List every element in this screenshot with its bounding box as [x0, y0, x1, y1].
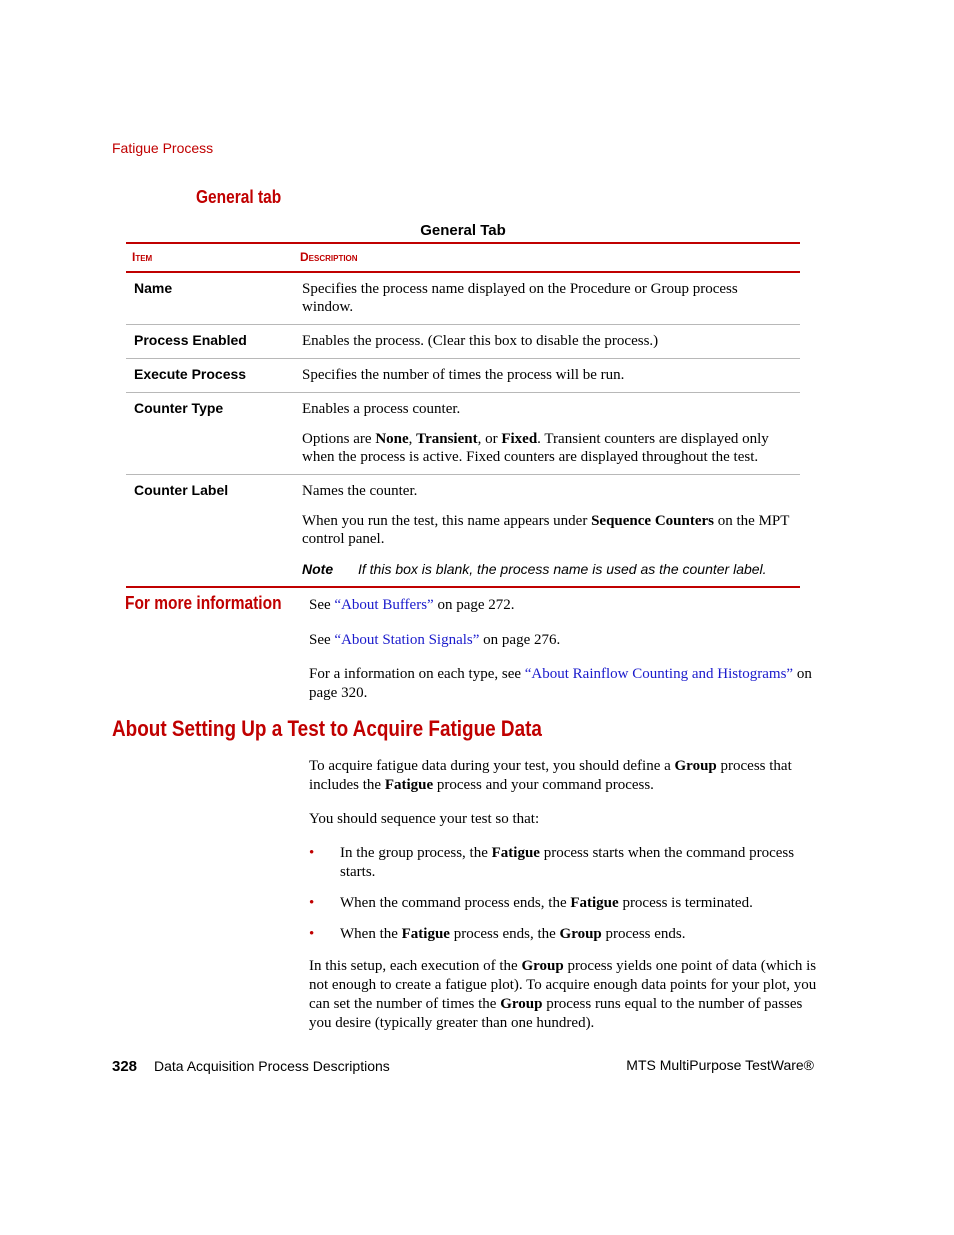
row-item-counter-type: Counter Type — [126, 393, 294, 475]
column-header-description: Description — [294, 243, 800, 272]
more-info-heading: For more information — [125, 593, 282, 613]
row-description — [294, 475, 800, 588]
description-detail: When you run the test, this name appears under Sequence Counters on the MPT control panel. — [302, 513, 790, 547]
table-row — [126, 393, 800, 475]
row-item-process-enabled: Process Enabled — [126, 325, 294, 359]
table-header-row — [126, 243, 800, 272]
more-info-item: See “About Buffers” on page 272. — [309, 597, 515, 613]
row-item-name: Name — [126, 272, 294, 325]
note-label: Note — [302, 561, 334, 577]
description-options: Options are None, Transient, or Fixed. Transient counters are displayed only when the process is active. Fixed counters are displayed throughout the test. — [302, 431, 769, 465]
row-item-execute-process: Execute Process — [126, 359, 294, 393]
row-item-counter-label: Counter Label — [126, 475, 294, 588]
table-row — [126, 325, 800, 359]
table-row — [126, 359, 800, 393]
link-about-rainflow[interactable]: “About Rainflow Counting and Histograms” — [524, 666, 794, 682]
link-about-station-signals[interactable]: “About Station Signals” — [334, 632, 480, 648]
row-description — [294, 325, 800, 359]
page-number: 328 — [112, 1058, 138, 1075]
bullet-item: • In the group process, the Fatigue process starts when the command process starts. — [309, 845, 795, 880]
more-info-item: For a information on each type, see “About Rainflow Counting and Histograms” on page 320. — [309, 666, 812, 701]
setup-paragraph: In this setup, each execution of the Group process yields one point of data (which is not enough to create a fatigue plot). To acquire enough data points for your plot, you can set the number of times the Group process runs equal to the number of passes you desire (typically greater than one hundred). — [309, 958, 817, 1031]
row-description — [294, 359, 800, 393]
bullet-icon: • — [309, 845, 315, 861]
intro-paragraph: To acquire fatigue data during your test, you should define a Group process that includes the Fatigue process and your command process. — [309, 758, 792, 793]
table-title: General Tab — [420, 222, 506, 239]
description-text: Enables the process. (Clear this box to disable the process.) — [302, 333, 659, 349]
table-row — [126, 475, 800, 588]
footer-chapter: Data Acquisition Process Descriptions — [154, 1058, 390, 1074]
section-heading: About Setting Up a Test to Acquire Fatigue Data — [112, 716, 542, 741]
row-description — [294, 393, 800, 475]
description-text: Specifies the process name displayed on the Procedure or Group process window. — [302, 281, 738, 315]
column-header-item: Item — [126, 243, 294, 272]
note-text: If this box is blank, the process name is used as the counter label. — [358, 561, 767, 577]
bullet-icon: • — [309, 895, 315, 911]
general-tab-heading: General tab — [196, 187, 282, 207]
description-text: Names the counter. — [302, 483, 418, 499]
bullet-icon: • — [309, 926, 315, 942]
bullet-item: • When the command process ends, the Fatigue process is terminated. — [309, 895, 753, 911]
description-text: Specifies the number of times the process will be run. — [302, 367, 625, 383]
row-description — [294, 272, 800, 325]
sequence-paragraph: You should sequence your test so that: — [309, 811, 540, 827]
description-text: Enables a process counter. — [302, 401, 461, 417]
more-info-item: See “About Station Signals” on page 276. — [309, 632, 561, 648]
footer-product: MTS MultiPurpose TestWare® — [626, 1057, 814, 1073]
table-row — [126, 272, 800, 325]
link-about-buffers[interactable]: “About Buffers” — [334, 597, 434, 613]
running-head: Fatigue Process — [112, 140, 214, 156]
general-tab-table — [126, 242, 800, 588]
bullet-item: • When the Fatigue process ends, the Group process ends. — [309, 926, 686, 942]
note — [302, 560, 792, 578]
